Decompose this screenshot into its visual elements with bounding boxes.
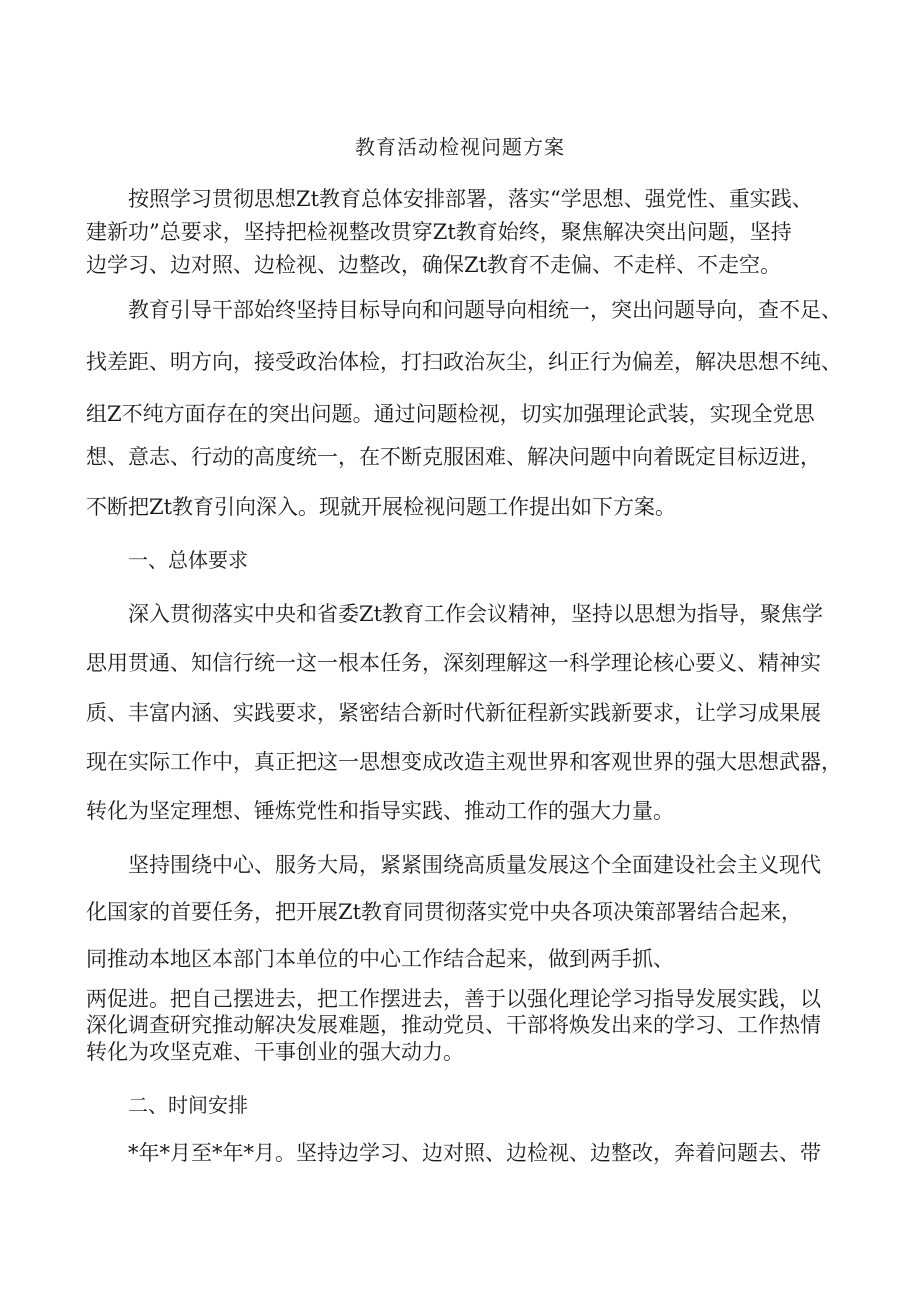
- paragraph-line: 教育引导干部始终坚持目标导向和问题导向相统一，突出问题导向，查不足、: [128, 298, 842, 322]
- paragraph-line: 质、丰富内涵、实践要求，紧密结合新时代新征程新实践新要求，让学习成果展: [86, 701, 821, 725]
- intro-line: 建新功”总要求，坚持把检视整改贯穿Zt教育始终，聚焦解决突出问题，坚持: [86, 220, 792, 244]
- section-heading: 二、时间安排: [128, 1093, 248, 1117]
- paragraph-line: 坚持围绕中心、服务大局，紧紧围绕高质量发展这个全面建设社会主义现代: [128, 853, 821, 877]
- paragraph-line: 组Z不纯方面存在的突出问题。通过问题检视，切实加强理论武装，实现全党思: [86, 402, 815, 426]
- document-title: 教育活动检视问题方案: [355, 135, 565, 159]
- paragraph-line: 不断把Zt教育引向深入。现就开展检视问题工作提出如下方案。: [86, 495, 677, 519]
- paragraph-line: 深入贯彻落实中央和省委Zt教育工作会议精神，坚持以思想为指导，聚焦学: [128, 602, 824, 626]
- paragraph-line: 转化为攻坚克难、干事创业的强大动力。: [86, 1040, 464, 1064]
- paragraph-line: 化国家的首要任务，把开展Zt教育同贯彻落实党中央各项决策部署结合起来，: [86, 900, 803, 924]
- intro-line: 边学习、边对照、边检视、边整改，确保Zt教育不走偏、不走样、不走空。: [86, 253, 782, 277]
- paragraph-line: 思用贯通、知信行统一这一根本任务，深刻理解这一科学理论核心要义、精神实: [86, 651, 821, 675]
- paragraph-line: 同推动本地区本部门本单位的中心工作结合起来，做到两手抓、: [86, 947, 674, 971]
- paragraph-line: *年*月至*年*月。坚持边学习、边对照、边检视、边整改，奔着问题去、带: [128, 1141, 821, 1165]
- paragraph-line: 现在实际工作中，真正把这一思想变成改造主观世界和客观世界的强大思想武器，: [86, 750, 842, 774]
- paragraph-line: 深化调查研究推动解决发展难题，推动党员、干部将焕发出来的学习、工作热情: [86, 1013, 821, 1037]
- paragraph-line: 找差距、明方向，接受政治体检，打扫政治灰尘，纠正行为偏差，解决思想不纯、: [86, 350, 842, 374]
- paragraph-line: 想、意志、行动的高度统一，在不断克服困难、解决问题中向着既定目标迈进，: [86, 445, 821, 469]
- paragraph-line: 转化为坚定理想、锤炼党性和指导实践、推动工作的强大力量。: [86, 799, 674, 823]
- section-heading: 一、总体要求: [128, 548, 248, 572]
- intro-line: 按照学习贯彻思想Zt教育总体安排部署，落实“学思想、强党性、重实践、: [128, 187, 813, 211]
- paragraph-line: 两促进。把自己摆进去，把工作摆进去，善于以强化理论学习指导发展实践，以: [86, 987, 821, 1011]
